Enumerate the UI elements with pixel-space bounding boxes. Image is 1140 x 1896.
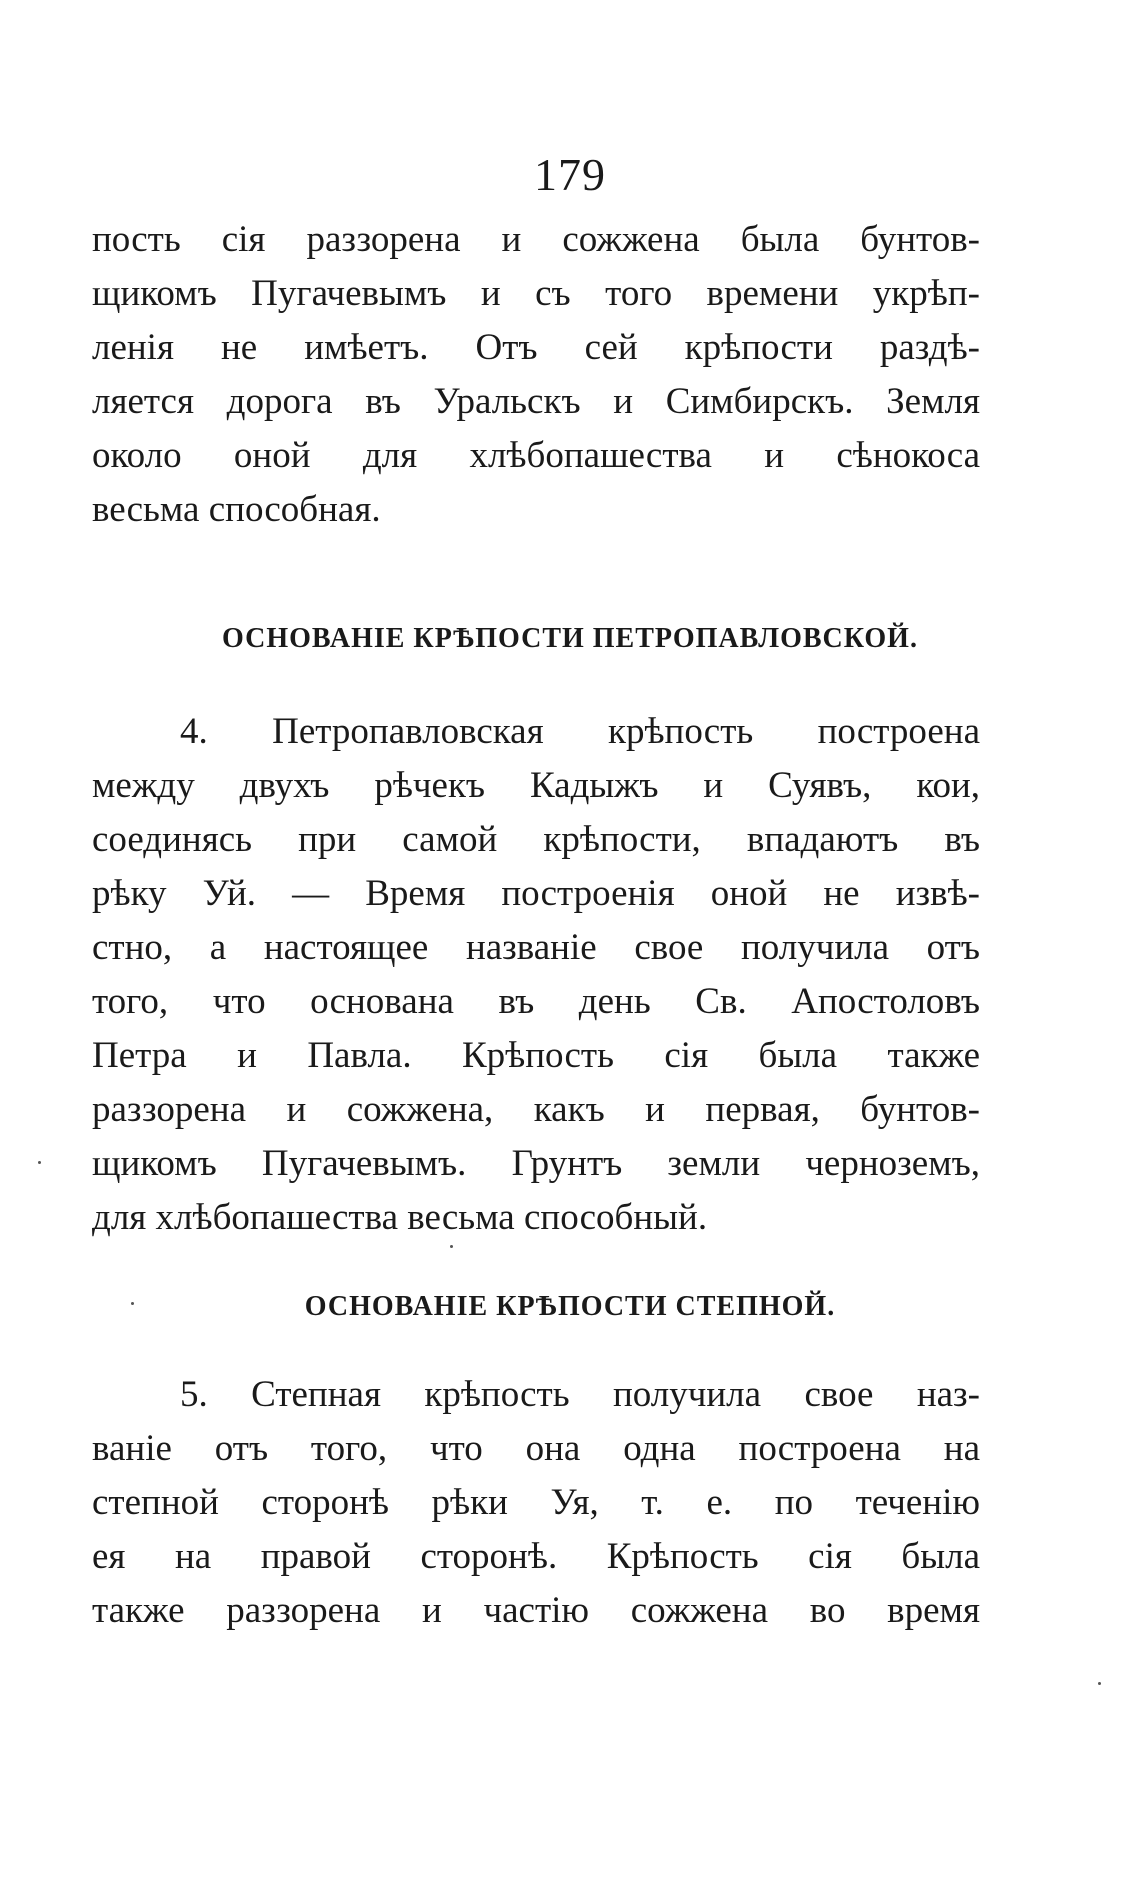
section-heading-petropavlovsk: ОСНОВАНІЕ КРѢПОСТИ ПЕТРОПАВЛОВСКОЙ. [222,623,918,654]
text-line: пость сія раззорена и сожжена была бунтов- [92,219,980,260]
text-line: степной сторонѣ рѣки Уя, т. е. по теченію [92,1482,980,1523]
text-line: раззорена и сожжена, какъ и первая, бунтов- [92,1089,980,1130]
text-line: ваніе отъ того, что она одна построена на [92,1428,980,1469]
text-line: щикомъ Пугачевымъ и съ того времени укрѣп- [92,273,980,314]
text-line: около оной для хлѣбопашества и сѣнокоса [92,435,980,476]
text-line: стно, а настоящее названіе свое получила отъ [92,927,980,968]
text-line: соединясь при самой крѣпости, впадаютъ въ [92,819,980,860]
text-line: также раззорена и частію сожжена во время [92,1590,980,1631]
print-speck [131,1302,134,1305]
text-line: ляется дорога въ Уральскъ и Симбирскъ. Земля [92,381,980,422]
text-line: ленія не имѣетъ. Отъ сей крѣпости раздѣ- [92,327,980,368]
paragraph-4 [92,705,980,1245]
section-heading-stepnaya: ОСНОВАНІЕ КРѢПОСТИ СТЕПНОЙ. [304,1291,836,1322]
print-speck [450,1245,453,1248]
text-line: Петра и Павла. Крѣпость сія была также [92,1035,980,1076]
print-speck [38,1161,41,1164]
text-line: 4. Петропавловская крѣпость построена [180,711,980,752]
text-line: 5. Степная крѣпость получила свое наз- [180,1374,980,1415]
text-line: щикомъ Пугачевымъ. Грунтъ земли черноземъ, [92,1143,980,1184]
paragraph-continued [92,213,980,537]
text-line: весьма способная. [92,489,381,530]
print-speck [1098,1682,1101,1685]
text-line: для хлѣбопашества весьма способный. [92,1197,708,1238]
text-line: рѣку Уй. — Время построенія оной не извѣ- [92,873,980,914]
text-line: между двухъ рѣчекъ Кадыжъ и Суявъ, кои, [92,765,980,806]
paragraph-5 [92,1368,980,1638]
page-number: 179 [534,149,606,200]
text-line: того, что основана въ день Св. Апостоловъ [92,981,980,1022]
text-line: ея на правой сторонѣ. Крѣпость сія была [92,1536,980,1577]
